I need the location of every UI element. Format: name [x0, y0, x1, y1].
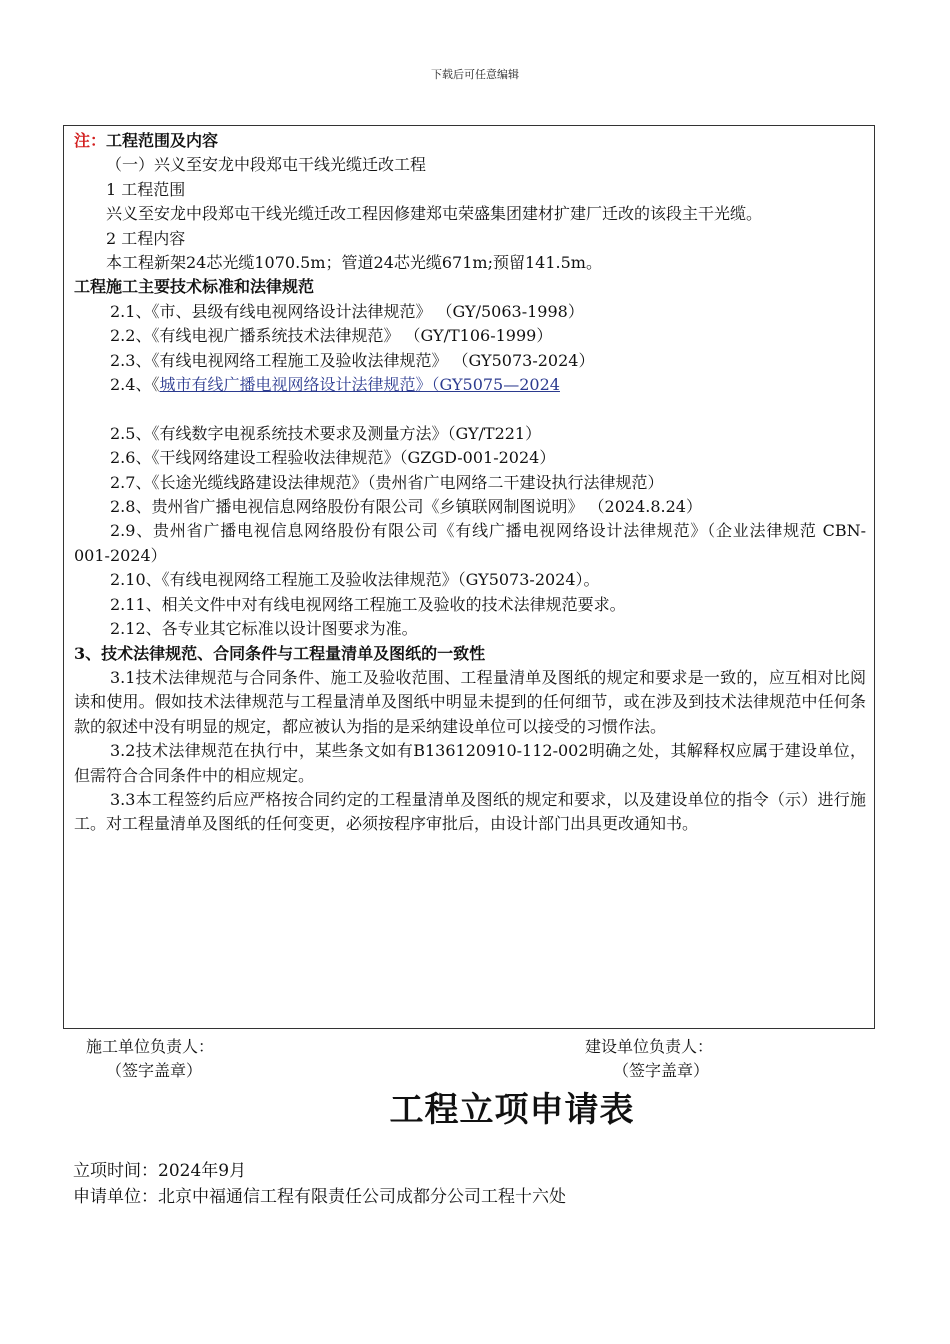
standard-item: 2.7、《长途光缆线路建设法律规范》（贵州省广电网络二干建设执行法律规范）: [110, 472, 664, 492]
form-title: 工程立项申请表: [389, 1090, 635, 1130]
standard-item: 2.10、《有线电视网络工程施工及验收法律规范》（GY5073-2024）。: [110, 570, 600, 590]
standard-item-2-4: [74, 373, 866, 397]
standard-item-2-9: 2.9、贵州省广播电视信息网络股份有限公司《有线广播电视网络设计法律规范》（企业法律规范 CBN-001-2024）: [74, 521, 866, 565]
construction-signature-label: 施工单位负责人：: [86, 1037, 215, 1056]
note-prefix: 注：: [74, 131, 107, 150]
project-subtitle: （一）兴义至安龙中段郑屯干线光缆迁改工程: [106, 155, 427, 175]
project-date: 立项时间：2024年9月: [73, 1161, 247, 1181]
paragraph-3-1: 3.1技术法律规范与合同条件、施工及验收范围、工程量清单及图纸的规定和要求是一致的，应互相对比阅读和使用。假如技术法律规范与工程量清单及图纸中明显未提到的任何细节，或在涉及到技术法律规范中任何条款的叙述中没有明显的规定，都应被认为指的是采纳建设单位可以接受的习惯作法。: [74, 667, 866, 736]
standard-item: 2.3、《有线电视网络工程施工及验收法律规范》 （GY5073-2024）: [110, 350, 595, 370]
construction-stamp: （签字盖章）: [106, 1061, 203, 1080]
standard-link[interactable]: 城市有线广播电视网络设计法律规范》（GY5075—2024: [159, 375, 560, 395]
applicant-unit: 申请单位：北京中福通信工程有限责任公司成都分公司工程十六处: [73, 1187, 566, 1207]
blank-line: [74, 397, 866, 421]
standard-item: 2.2、《有线电视广播系统技术法律规范》 （GY/T106-1999）: [110, 326, 553, 346]
standard-item: 2.6、《干线网络建设工程验收法律规范》（GZGD-001-2024）: [110, 448, 556, 468]
notes-heading-line: [74, 129, 866, 153]
standard-item: 2.5、《有线数字电视系统技术要求及测量方法》（GY/T221）: [110, 423, 542, 443]
standard-item: 2.12、各专业其它标准以设计图要求为准。: [110, 619, 418, 639]
consistency-heading: 3、技术法律规范、合同条件与工程量清单及图纸的一致性: [74, 643, 486, 663]
standard-item: 2.8、贵州省广播电视信息网络股份有限公司《乡镇联网制图说明》 （2024.8.24）: [110, 497, 702, 517]
notes-box: [63, 125, 875, 1029]
owner-stamp: （签字盖章）: [613, 1061, 710, 1080]
scope-text: 兴义至安龙中段郑屯干线光缆迁改工程因修建郑屯荣盛集团建材扩建厂迁改的该段主干光缆。: [106, 204, 763, 224]
paragraph-3-2: 3.2技术法律规范在执行中，某些条文如有B136120910-112-002明确之处，其解释权应属于建设单位，但需符合合同条件中的相应规定。: [74, 741, 866, 785]
scope-heading: 1 工程范围: [106, 179, 186, 199]
content-heading: 2 工程内容: [106, 228, 186, 248]
content-text: 本工程新架24芯光缆1070.5m；管道24芯光缆671m;预留141.5m。: [106, 253, 602, 273]
standard-item: 2.11、相关文件中对有线电视网络工程施工及验收的技术法律规范要求。: [110, 594, 626, 614]
standards-heading: 工程施工主要技术标准和法律规范: [74, 277, 315, 297]
section-title: 工程范围及内容: [106, 131, 219, 150]
paragraph-3-3: 3.3本工程签约后应严格按合同约定的工程量清单及图纸的规定和要求，以及建设单位的指令（示）进行施工。对工程量清单及图纸的任何变更，必须按程序审批后，由设计部门出具更改通知书。: [74, 789, 866, 834]
standard-item: 2.1、《市、县级有线电视网络设计法律规范》 （GY/5063-1998）: [110, 301, 584, 321]
header-note: 下载后可任意编辑: [431, 68, 519, 81]
owner-signature-label: 建设单位负责人：: [585, 1037, 714, 1056]
standard-item-prefix: 2.4、《: [110, 375, 160, 395]
